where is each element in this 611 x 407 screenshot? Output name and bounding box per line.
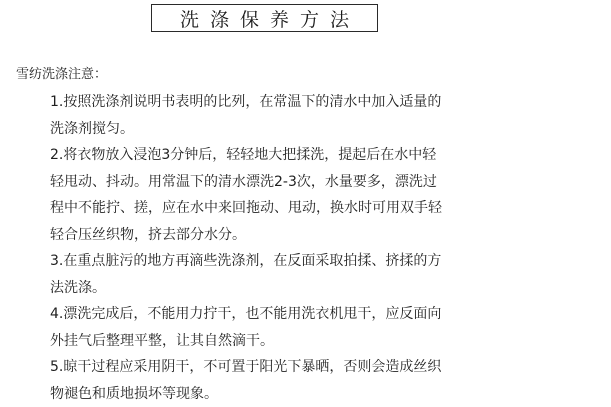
instruction-item-4 <box>50 301 540 354</box>
instruction-line: 物褪色和质地损坏等现象。 <box>50 385 218 402</box>
instruction-line: 轻甩动、抖动。用常温下的清水漂洗2-3次，水量要多，漂洗过 <box>50 173 437 190</box>
instruction-item-3 <box>50 248 540 301</box>
instruction-item-2 <box>50 142 540 248</box>
instruction-item-1 <box>50 89 540 142</box>
instruction-line: 2.将衣物放入浸泡3分钟后，轻轻地大把揉洗，提起后在水中轻 <box>50 147 437 163</box>
instruction-line: 外挂气后整理平整，让其自然滴干。 <box>50 332 274 349</box>
instruction-item-5 <box>50 354 540 407</box>
page-title: 洗涤保养方法 <box>179 8 360 31</box>
title-box <box>151 4 378 32</box>
instruction-list <box>50 89 540 407</box>
instruction-line: 法洗涤。 <box>50 279 106 296</box>
instruction-line: 洗涤剂搅匀。 <box>50 120 134 137</box>
instruction-line: 5.晾干过程应采用阴干，不可置于阳光下暴晒，否则会造成丝织 <box>50 359 442 375</box>
instruction-line: 4.漂洗完成后，不能用力拧干，也不能用洗衣机甩干，应反面向 <box>50 306 442 322</box>
instruction-line: 轻合压丝织物，挤去部分水分。 <box>50 226 246 243</box>
instruction-line: 程中不能拧、搓，应在水中来回拖动、甩动，换水时可用双手轻 <box>50 200 442 216</box>
instruction-line: 3.在重点脏污的地方再滴些洗涤剂，在反面采取拍揉、挤揉的方 <box>50 253 442 269</box>
instruction-line: 1.按照洗涤剂说明书表明的比列，在常温下的清水中加入适量的 <box>50 94 442 110</box>
section-subtitle: 雪纺洗涤注意： <box>16 67 108 82</box>
